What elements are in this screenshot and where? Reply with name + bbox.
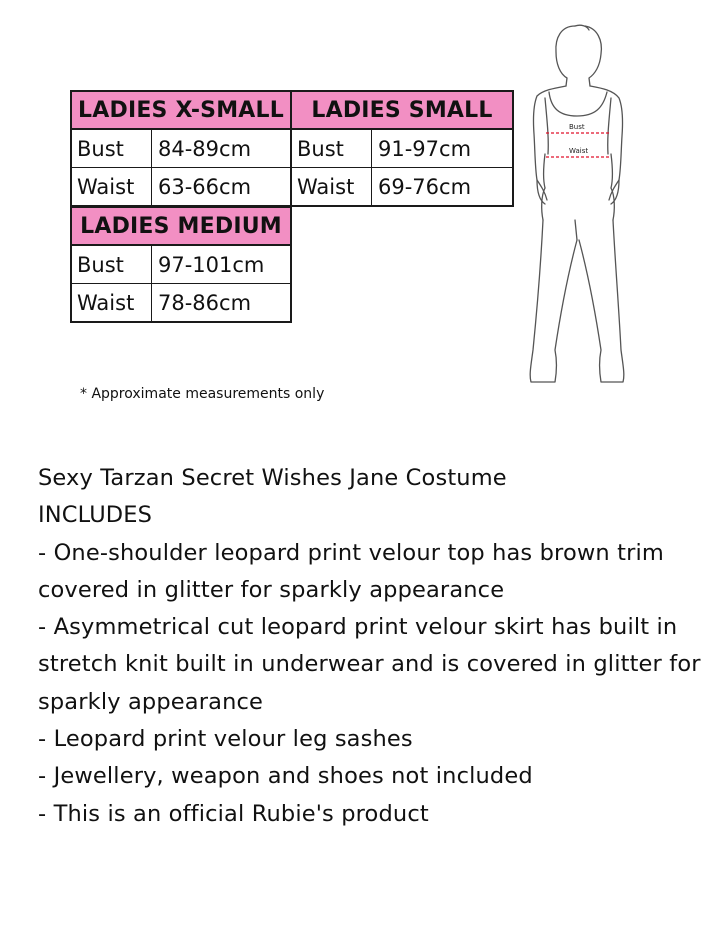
waist-label: Waist xyxy=(569,147,589,155)
row-label: Waist xyxy=(292,168,372,205)
product-description xyxy=(38,460,708,833)
size-table-title: LADIES X-SMALL xyxy=(72,92,290,130)
row-value: 84-89cm xyxy=(158,136,252,161)
product-title: Sexy Tarzan Secret Wishes Jane Costume xyxy=(38,465,507,491)
table-row xyxy=(292,130,512,168)
size-table-title: LADIES MEDIUM xyxy=(72,208,290,246)
row-label: Bust xyxy=(72,246,152,283)
includes-heading: INCLUDES xyxy=(38,502,153,529)
list-item: - Asymmetrical cut leopard print velour skirt has built in stretch knit built in underwear and is covered in glitter for sparkly appearance xyxy=(38,614,701,715)
table-row xyxy=(72,130,290,168)
table-row xyxy=(72,246,290,284)
row-value: 69-76cm xyxy=(378,174,472,199)
list-item: - One-shoulder leopard print velour top has brown trim covered in glitter for sparkly appearance xyxy=(38,539,664,603)
row-label: Waist xyxy=(72,168,152,205)
size-table-medium xyxy=(70,206,292,323)
row-label: Bust xyxy=(72,130,152,167)
row-value: 97-101cm xyxy=(158,252,265,277)
list-item: - Leopard print velour leg sashes xyxy=(38,726,413,753)
table-row xyxy=(292,168,512,205)
list-item: - Jewellery, weapon and shoes not included xyxy=(38,763,533,790)
table-row xyxy=(72,284,290,321)
bust-label: Bust xyxy=(569,123,585,131)
row-label: Bust xyxy=(292,130,372,167)
size-table-xsmall xyxy=(70,90,292,207)
measurement-note: * Approximate measurements only xyxy=(80,386,325,402)
row-value: 91-97cm xyxy=(378,136,472,161)
row-value: 63-66cm xyxy=(158,174,252,199)
table-row xyxy=(72,168,290,205)
list-item: - This is an official Rubie's product xyxy=(38,800,429,827)
row-value: 78-86cm xyxy=(158,290,252,315)
size-table-title: LADIES SMALL xyxy=(292,92,512,130)
size-table-small xyxy=(290,90,514,207)
body-outline-figure xyxy=(515,20,650,390)
row-label: Waist xyxy=(72,284,152,321)
